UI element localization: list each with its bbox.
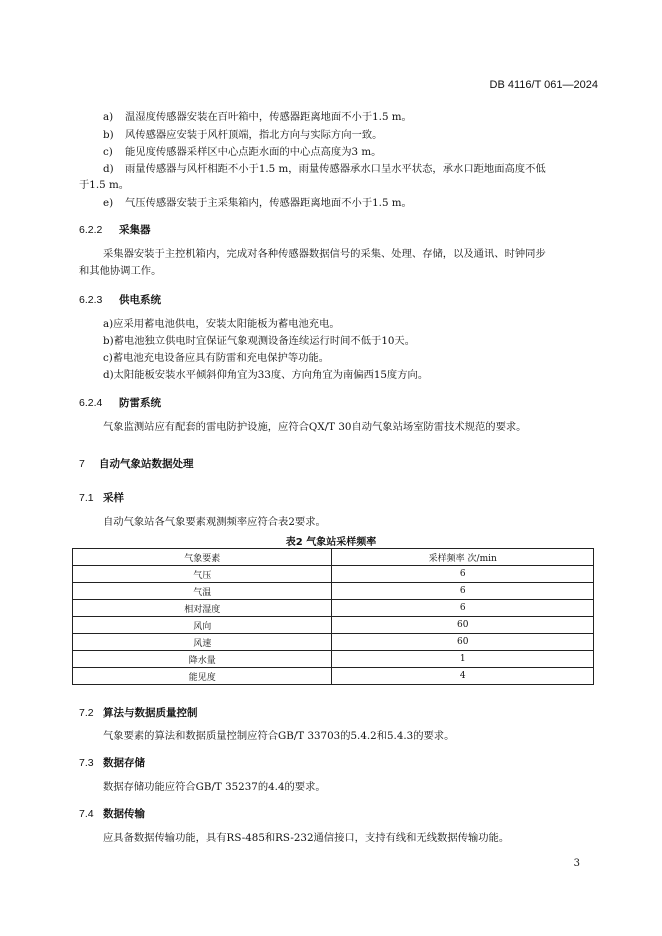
table-cell: 能见度 [73,668,332,685]
list-item [103,128,382,142]
section-title: 数据传输 [103,808,145,820]
section-heading-7-4 [79,806,145,821]
list-item [103,145,381,159]
table-row [73,600,594,617]
table-cell: 1 [332,651,594,668]
section-title: 数据存储 [103,757,145,769]
table-cell: 60 [332,634,594,651]
list-item [103,162,546,176]
list-item: b)蓄电池独立供电时宜保证气象观测设备连续运行时间不低于10天。 [103,335,416,347]
item-text: 雨量传感器与风杆相距不小于1.5 m，雨量传感器承水口呈水平状态，承水口距地面高度不低 [125,163,546,175]
chapter-number: 7 [79,458,85,470]
section-title: 防雷系统 [119,397,161,409]
section-number: 7.3 [79,757,94,769]
table-row [73,651,594,668]
table-cell: 60 [332,617,594,634]
page-number: 3 [573,858,580,869]
item-label: c) [103,146,113,158]
list-item [103,196,412,210]
item-text: 风传感器应安装于风杆顶端，指北方向与实际方向一致。 [125,129,383,141]
list-item: d)太阳能板安装水平倾斜仰角宜为33度、方向角宜为南偏西15度方向。 [103,369,429,381]
list-item [103,110,412,124]
table-header-row [73,549,594,566]
table-row [73,617,594,634]
list-item: a)应采用蓄电池供电，安装太阳能板为蓄电池充电。 [103,318,340,330]
chapter-title: 自动气象站数据处理 [99,458,194,470]
section-number: 7.2 [79,707,94,719]
section-title: 采样 [103,492,124,504]
section-number: 6.2.3 [79,294,103,306]
table-cell: 气温 [73,583,332,600]
section-number: 7.1 [79,492,94,504]
sampling-frequency-table [72,548,594,685]
section-title: 采集器 [119,224,151,236]
paragraph-line: 采集器安装于主控机箱内，完成对各种传感器数据信号的采集、处理、存储，以及通讯、时钟同步 [103,248,546,260]
column-header: 气象要素 [73,549,332,566]
section-number: 6.2.2 [79,224,103,236]
table-cell: 相对湿度 [73,600,332,617]
table-cell: 6 [332,566,594,583]
chapter-heading-7 [79,456,194,471]
section-title: 算法与数据质量控制 [103,707,198,719]
list-item-continuation: 于1.5 m。 [79,179,130,191]
section-heading-7-3 [79,755,145,770]
table-cell: 6 [332,583,594,600]
item-text: 温湿度传感器安装在百叶箱中，传感器距离地面不小于1.5 m。 [125,111,412,123]
table-row [73,566,594,583]
item-text: 能见度传感器采样区中心点距水面的中心点高度为3 m。 [125,146,382,158]
table-caption: 表2 气象站采样频率 [285,537,377,548]
table-cell: 风速 [73,634,332,651]
paragraph-line: 数据存储功能应符合GB/T 35237的4.4的要求。 [103,781,326,793]
column-header: 采样频率 次/min [332,549,594,566]
section-heading-6-2-4 [79,395,161,410]
paragraph-line: 和其他协调工作。 [79,265,162,277]
item-label: a) [103,111,114,123]
section-number: 6.2.4 [79,397,103,409]
section-title: 供电系统 [119,294,161,306]
section-heading-6-2-3 [79,292,161,307]
table-cell: 风向 [73,617,332,634]
item-label: b) [103,129,114,141]
section-heading-6-2-2 [79,222,151,237]
item-text: 气压传感器安装于主采集箱内，传感器距离地面不小于1.5 m。 [125,197,412,209]
section-number: 7.4 [79,808,94,820]
table-cell: 降水量 [73,651,332,668]
list-item: c)蓄电池充电设备应具有防雷和充电保护等功能。 [103,352,330,364]
item-label: e) [103,197,114,209]
paragraph-line: 自动气象站各气象要素观测频率应符合表2要求。 [103,516,326,528]
table-cell: 6 [332,600,594,617]
section-heading-7-2 [79,705,198,720]
paragraph-line: 气象监测站应有配套的雷电防护设施，应符合QX/T 30自动气象站场室防雷技术规范的要求。 [103,421,527,433]
table-row [73,634,594,651]
paragraph-line: 应具备数据传输功能，具有RS-485和RS-232通信接口，支持有线和无线数据传输功能。 [103,832,510,844]
item-label: d) [103,163,114,175]
table-cell: 4 [332,668,594,685]
standard-number: DB 4116/T 061—2024 [489,79,598,91]
table-cell: 气压 [73,566,332,583]
section-heading-7-1 [79,490,124,505]
table-row [73,583,594,600]
table-row [73,668,594,685]
paragraph-line: 气象要素的算法和数据质量控制应符合GB/T 33703的5.4.2和5.4.3的要求。 [103,730,455,742]
